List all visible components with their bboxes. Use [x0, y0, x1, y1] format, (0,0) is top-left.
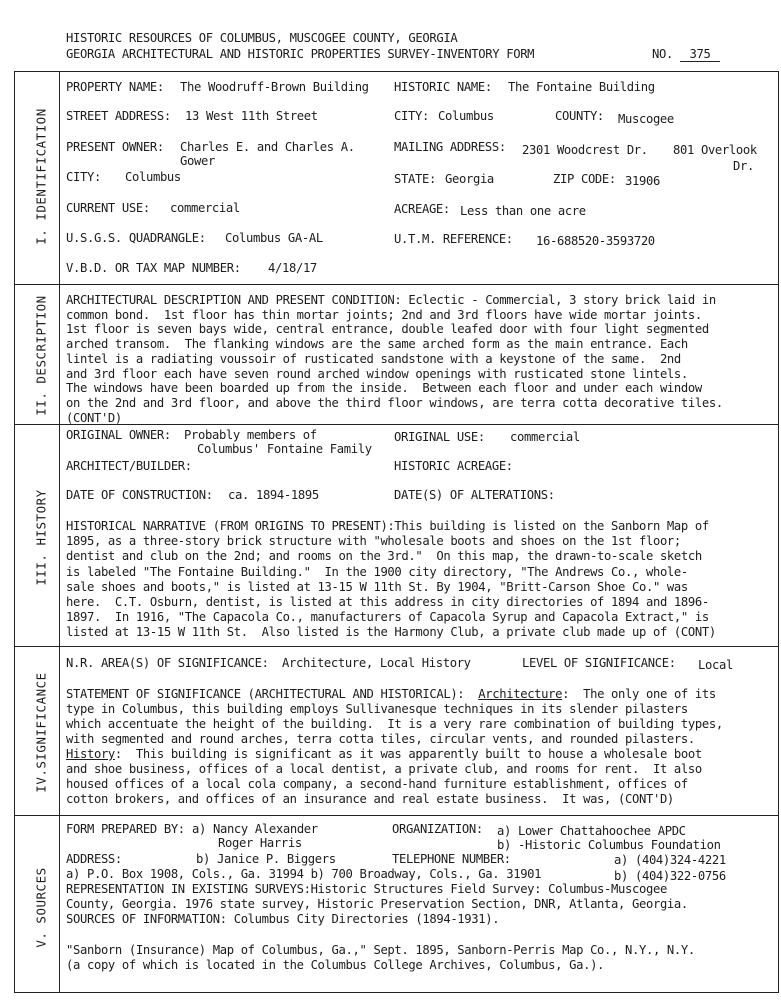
- history-statement-line1: [66, 747, 702, 762]
- text-line: on the 2nd and 3rd floor, and above the third floor windows, are terra cotta decorative tiles.: [66, 395, 723, 410]
- section-divider-2: [14, 424, 779, 425]
- level-label: LEVEL OF SIGNIFICANCE:: [522, 656, 676, 670]
- text-line: is labeled "The Fontaine Building." In the 1900 city directory, "The Andrews Co., whole-: [66, 564, 688, 579]
- text-line: The windows have been boarded up from the inside. Between each floor and under each window: [66, 381, 702, 396]
- statement-line1-tail: : The only one of its: [562, 687, 716, 701]
- alterations-label: DATE(S) OF ALTERATIONS:: [394, 488, 555, 502]
- present-owner: Charles E. and Charles A.: [180, 140, 355, 154]
- sources-line: SOURCES OF INFORMATION: Columbus City Directories (1894-1931).: [66, 912, 500, 926]
- original-owner-label: ORIGINAL OWNER:: [66, 428, 171, 442]
- text-line: 1897. In 1916, "The Capacola Co., manufacturers of Capacola Syrup and Capacola Extract," is: [66, 610, 709, 625]
- nr-area: Architecture, Local History: [282, 656, 471, 670]
- mailing-address: 2301 Woodcrest Dr.: [522, 143, 648, 157]
- current-use: commercial: [170, 201, 240, 215]
- county-label: COUNTY:: [555, 109, 604, 123]
- text-line: ARCHITECTURAL DESCRIPTION AND PRESENT CONDITION: Eclectic - Commercial, 3 story brick laid in: [66, 293, 716, 307]
- text-line: and 3rd floor each have seven round arched window openings with rusticated stone lintels.: [66, 366, 688, 381]
- city-label: CITY:: [394, 109, 429, 123]
- text-line: HISTORICAL NARRATIVE (FROM ORIGINS TO PRESENT):This building is listed on the Sanborn Map of: [66, 519, 709, 533]
- sanborn-line1: "Sanborn (Insurance) Map of Columbus, Ga.," Sept. 1895, Sanborn-Perris Map Co., N.Y., N.Y.: [66, 943, 695, 957]
- acreage-label: ACREAGE:: [394, 202, 450, 216]
- section-divider-4: [14, 815, 779, 816]
- construction-date: ca. 1894-1895: [228, 488, 319, 502]
- text-line: common bond. 1st floor has thin mortar joints; 2nd and 3rd floors have wide mortar joints.: [66, 307, 702, 322]
- organization-b: b) -Historic Columbus Foundation: [497, 838, 721, 852]
- statement-line: and shoe business, offices of a local dentist, a private club, and rooms for rent. It also: [66, 762, 702, 776]
- vbd-label: V.B.D. OR TAX MAP NUMBER:: [66, 261, 241, 275]
- original-use: commercial: [510, 430, 580, 444]
- prepared-by-label: FORM PREPARED BY:: [66, 822, 185, 836]
- section-label-history: III. HISTORY: [33, 489, 49, 586]
- prepared-by-a: a) Nancy Alexander: [192, 822, 318, 836]
- statement-line: with segmented and round arches, terra cotta tiles, circular vents, and rounded pilasters.: [66, 732, 695, 746]
- property-name-label: PROPERTY NAME:: [66, 80, 164, 94]
- state: Georgia: [445, 172, 494, 186]
- section-divider-1: [14, 284, 779, 285]
- form-header-line1: HISTORIC RESOURCES OF COLUMBUS, MUSCOGEE COUNTY, GEORGIA: [66, 31, 458, 45]
- usgs-label: U.S.G.S. QUADRANGLE:: [66, 231, 206, 245]
- statement-line: type in Columbus, this building employs Sullivanesque techniques in its slender pilasters: [66, 702, 688, 716]
- section-label-identification: I. IDENTIFICATION: [33, 108, 49, 245]
- historic-name: The Fontaine Building: [508, 80, 655, 94]
- section-label-divider: [59, 71, 60, 993]
- text-line: dentist and club on the 2nd; and rooms on the 3rd." On this map, the drawn-to-scale sketch: [66, 549, 702, 564]
- text-line: here. C.T. Osburn, dentist, is listed at this address in city directories of 1894 and 1896-: [66, 595, 709, 609]
- text-line: 1st floor is seven bays wide, central entrance, double leafed door with four light segmented: [66, 322, 709, 337]
- form-number: [652, 47, 720, 62]
- organization-a: a) Lower Chattahoochee APDC: [497, 824, 686, 838]
- form-number-label: NO.: [652, 47, 673, 61]
- form-header-line2: GEORGIA ARCHITECTURAL AND HISTORIC PROPERTIES SURVEY-INVENTORY FORM: [66, 47, 535, 61]
- nr-area-label: N.R. AREA(S) OF SIGNIFICANCE:: [66, 656, 269, 670]
- representation-line1: REPRESENTATION IN EXISTING SURVEYS:Historic Structures Field Survey: Columbus-Muscogee: [66, 882, 667, 896]
- statement-line: cotton brokers, and offices of an insurance and real estate business. It was, (CONT'D): [66, 792, 674, 806]
- telephone-b: b) (404)322-0756: [614, 869, 726, 883]
- statement-line1: [66, 687, 716, 702]
- city: Columbus: [438, 109, 494, 123]
- zip: 31906: [625, 174, 660, 188]
- text-line: (CONT'D): [66, 410, 122, 425]
- county: Muscogee: [618, 112, 674, 126]
- section-label-sources: V. SOURCES: [33, 867, 49, 948]
- owner-city: Columbus: [125, 170, 181, 184]
- historic-acreage-label: HISTORIC ACREAGE:: [394, 459, 513, 473]
- mailing-address-alt: 801 Overlook: [673, 143, 757, 157]
- original-owner: Probably members of: [184, 428, 317, 442]
- history-heading: History: [66, 747, 115, 761]
- architect-label: ARCHITECT/BUILDER:: [66, 459, 192, 473]
- section-label-significance: IV.SIGNIFICANCE: [33, 672, 49, 793]
- form-number-value: 375: [680, 47, 720, 62]
- section-label-description: II. DESCRIPTION: [33, 295, 49, 416]
- statement-line: which accentuate the height of the building. It is a very rare combination of building types,: [66, 717, 723, 731]
- text-line: 1895, as a three-story brick structure with "wholesale boots and shoes on the 1st floor;: [66, 534, 681, 549]
- representation-line2: County, Georgia. 1976 state survey, Historic Preservation Section, DNR, Atlanta, Georgia.: [66, 897, 688, 911]
- statement-line: housed offices of a local cola company, a second-hand furniture establishment, offices of: [66, 777, 688, 791]
- state-label: STATE:: [394, 172, 436, 186]
- utm: 16-688520-3593720: [536, 234, 655, 248]
- zip-label: ZIP CODE:: [553, 172, 616, 186]
- architecture-heading: Architecture: [478, 687, 563, 701]
- telephone-a: a) (404)324-4221: [614, 853, 726, 867]
- prepared-by-a2: Roger Harris: [218, 836, 302, 850]
- owner-city-label: CITY:: [66, 170, 101, 184]
- prepared-by-b: b) Janice P. Biggers: [196, 852, 336, 866]
- present-owner-label: PRESENT OWNER:: [66, 140, 164, 154]
- current-use-label: CURRENT USE:: [66, 201, 150, 215]
- address-label: ADDRESS:: [66, 852, 122, 866]
- construction-date-label: DATE OF CONSTRUCTION:: [66, 488, 213, 502]
- utm-label: U.T.M. REFERENCE:: [394, 232, 513, 246]
- mailing-address-label: MAILING ADDRESS:: [394, 140, 506, 154]
- level: Local: [698, 658, 733, 672]
- text-line: lintel is a radiating voussoir of rusticated sandstone with a keystone of the same. 2nd: [66, 351, 681, 366]
- sanborn-line2: (a copy of which is located in the Columbus College Archives, Columbus, Ga.).: [66, 958, 605, 972]
- telephone-label: TELEPHONE NUMBER:: [392, 852, 511, 866]
- street-address: 13 West 11th Street: [185, 109, 318, 123]
- text-line: arched transom. The flanking windows are the same arched form as the main entrance. Each: [66, 337, 688, 352]
- vbd: 4/18/17: [268, 261, 317, 275]
- present-owner-cont: Gower: [180, 154, 215, 168]
- mailing-address-alt2: Dr.: [733, 159, 754, 173]
- organization-label: ORGANIZATION:: [392, 822, 483, 836]
- text-line: listed at 13-15 W 11th St. Also listed is the Harmony Club, a private club made up of (CONT): [66, 625, 716, 640]
- history-line1-tail: : This building is significant as it was apparently built to house a wholesale boot: [114, 747, 702, 761]
- text-line: sale shoes and boots," is listed at 13-15 W 11th St. By 1904, "Britt-Carson Shoe Co." was: [66, 579, 688, 594]
- section-divider-3: [14, 646, 779, 647]
- historic-name-label: HISTORIC NAME:: [394, 80, 492, 94]
- address-line: a) P.O. Box 1908, Cols., Ga. 31994 b) 700 Broadway, Cols., Ga. 31901: [66, 867, 542, 881]
- usgs: Columbus GA-AL: [225, 231, 323, 245]
- original-owner-cont: Columbus' Fontaine Family: [197, 442, 372, 456]
- acreage: Less than one acre: [460, 204, 586, 218]
- street-address-label: STREET ADDRESS:: [66, 109, 171, 123]
- original-use-label: ORIGINAL USE:: [394, 430, 485, 444]
- property-name: The Woodruff-Brown Building: [180, 80, 369, 94]
- statement-label: STATEMENT OF SIGNIFICANCE (ARCHITECTURAL AND HISTORICAL):: [66, 687, 465, 701]
